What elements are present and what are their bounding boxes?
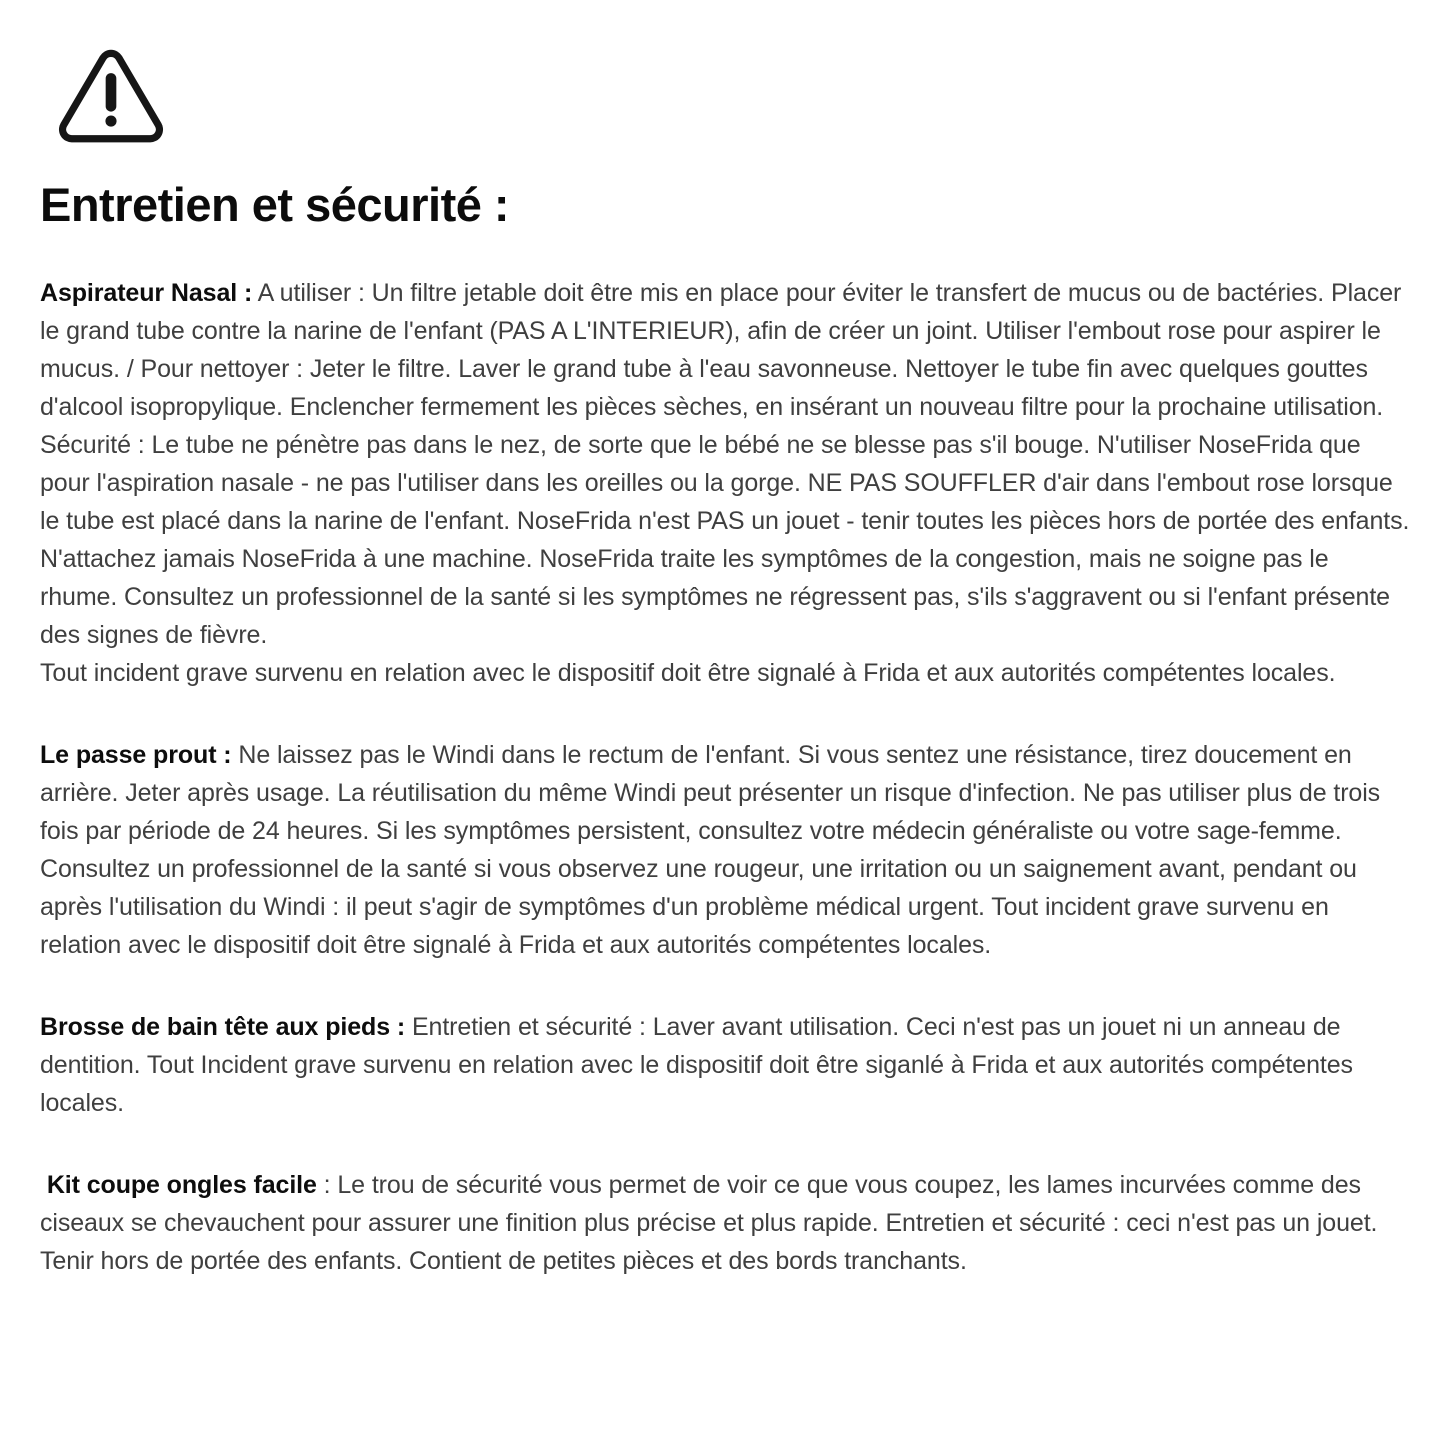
text-block: Tout incident grave survenu en relation avec le dispositif doit être signalé à Frida et aux autorités compétentes locales. bbox=[40, 659, 1336, 687]
lead-separator bbox=[405, 1013, 412, 1041]
section bbox=[40, 274, 1410, 692]
text-block bbox=[40, 736, 1410, 964]
text-block bbox=[40, 1008, 1410, 1122]
lead-separator: : bbox=[316, 1171, 338, 1199]
section-lead: Aspirateur Nasal : bbox=[40, 279, 253, 307]
warning-triangle-icon bbox=[52, 46, 170, 148]
page-title: Entretien et sécurité : bbox=[40, 178, 510, 231]
section-body-text: Ne laissez pas le Windi dans le rectum de l'enfant. Si vous sentez une résistance, tirez doucement en arrière. Jeter après usage. La réutilisation du même Windi peut présenter un risque d'infection. Ne pas utiliser plus de trois fois par période de 24 heures. Si les symptômes persistent, consultez votre médecin généraliste ou votre sage-femme. Consultez un professionnel de la santé si vous observez une rougeur, une irritation ou un saignement avant, pendant ou après l'utilisation du Windi : il peut s'agir de symptômes d'un problème médical urgent. Tout incident grave survenu en relation avec le dispositif doit être signalé à Frida et aux autorités compétentes locales. bbox=[40, 741, 1381, 959]
text-block bbox=[40, 1166, 1410, 1280]
warning-icon-row bbox=[40, 46, 1410, 148]
section-lead: Brosse de bain tête aux pieds : bbox=[40, 1013, 406, 1041]
section bbox=[40, 736, 1410, 964]
section-lead: Kit coupe ongles facile bbox=[40, 1171, 317, 1199]
section-body-text: A utiliser : Un filtre jetable doit être mis en place pour éviter le transfert de mucus ou de bactéries. Placer le grand tube contre la narine de l'enfant (PAS A L'INTERIEUR), afin de créer un joint. Utiliser l'embout rose pour aspirer le mucus. / Pour nettoyer : Jeter le filtre. Laver le grand tube à l'eau savonneuse. Nettoyer le tube fin avec quelques gouttes d'alcool isopropylique. Enclencher fermement les pièces sèches, en insérant un nouveau filtre pour la prochaine utilisation. bbox=[40, 279, 1402, 421]
section-lead: Le passe prout : bbox=[40, 741, 232, 769]
section bbox=[40, 1008, 1410, 1122]
section bbox=[40, 1166, 1410, 1280]
text-block: Sécurité : Le tube ne pénètre pas dans le nez, de sorte que le bébé ne se blesse pas s'il bouge. N'utiliser NoseFrida que pour l'aspiration nasale - ne pas l'utiliser dans les oreilles ou la gorge. NE PAS SOUFFLER d'air dans l'embout rose lorsque le tube est placé dans la narine de l'enfant. NoseFrida n'est PAS un jouet - tenir toutes les pièces hors de portée des enfants. N'attachez jamais NoseFrida à une machine. NoseFrida traite les symptômes de la congestion, mais ne soigne pas le rhume. Consultez un professionnel de la santé si les symptômes ne régressent pas, s'ils s'aggravent ou si l'enfant présente des signes de fièvre. bbox=[40, 431, 1410, 649]
text-block bbox=[40, 274, 1410, 426]
section-body-text: Entretien et sécurité : Laver avant utilisation. Ceci n'est pas un jouet ni un anneau de dentition. Tout Incident grave survenu en relation avec le dispositif doit être siganlé à Frida et aux autorités compétentes locales. bbox=[40, 1013, 1353, 1117]
sections-container bbox=[40, 274, 1410, 1280]
section-body-text: Le trou de sécurité vous permet de voir ce que vous coupez, les lames incurvées comme des ciseaux se chevauchent pour assurer une finition plus précise et plus rapide. Entretien et sécurité : ceci n'est pas un jouet. Tenir hors de portée des enfants. Contient de petites pièces et des bords tranchants. bbox=[40, 1171, 1378, 1275]
